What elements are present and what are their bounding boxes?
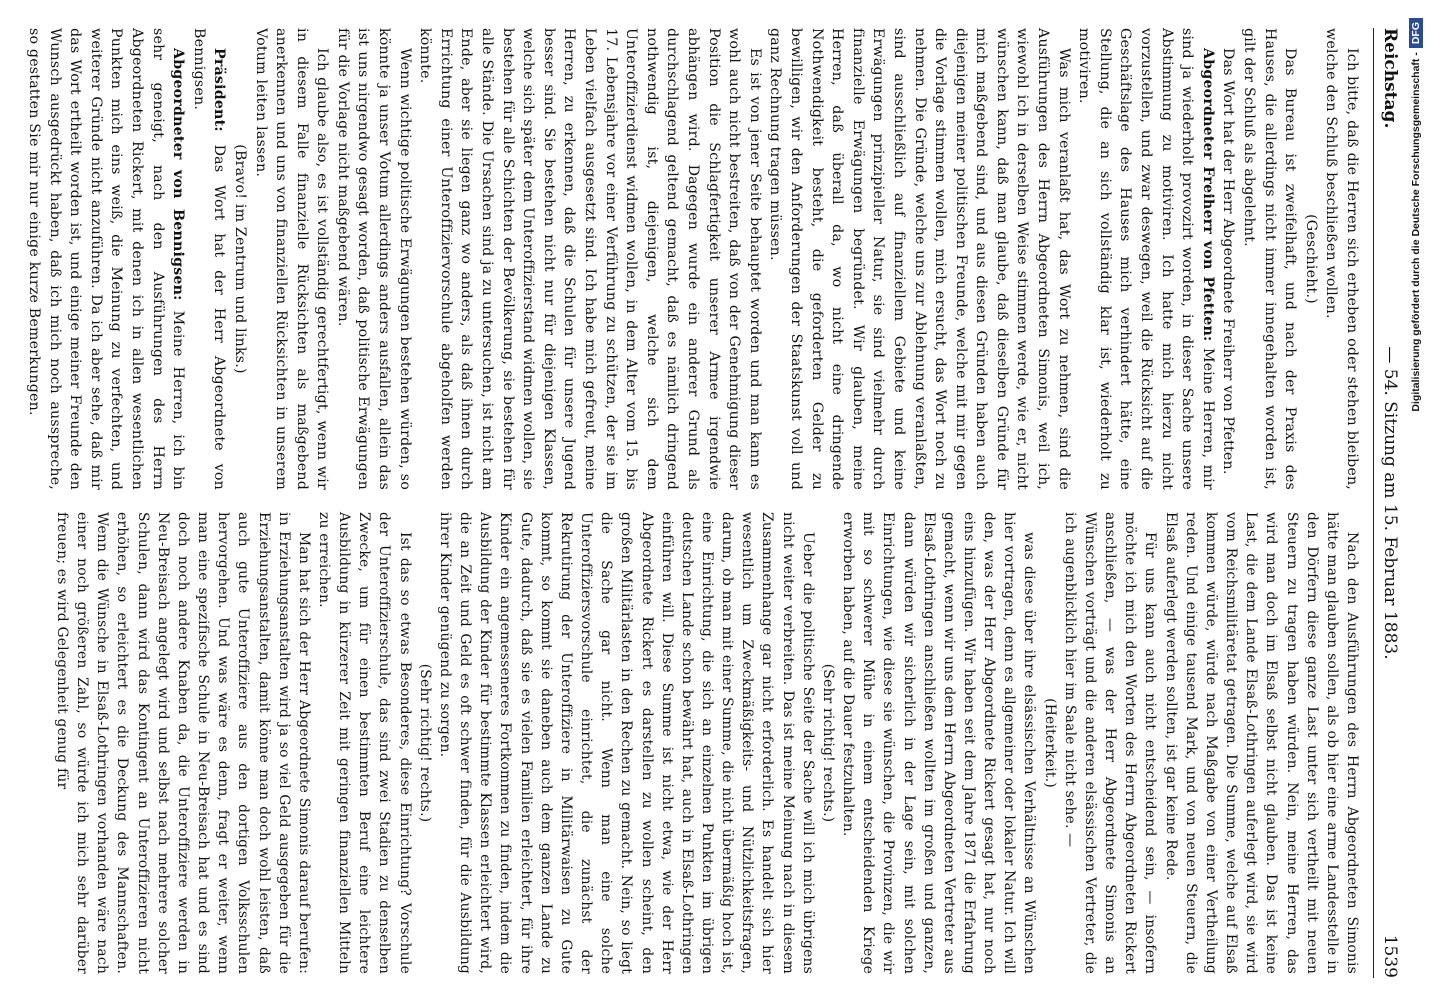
paragraph-text: Wenn wichtige politische Erwägungen bestehen würden, so könnte ja unser Votum allerdings anders ausfallen, allein das ist uns nirgendwo gesagt worden, daß politische Erwägungen für die Vorlage nicht maßgebend wären. bbox=[334, 28, 413, 490]
credit-text: Digitalisierung gefördert durch die Deutsche Forschungsgemeinschaft - bbox=[1410, 52, 1422, 412]
paragraph bbox=[1218, 28, 1239, 490]
paragraph bbox=[1160, 512, 1362, 974]
paragraph-text: Meine Herren, ich bin sehr geneigt, nach den Ausführungen des Herrn Abgeordneten Rickert, mit denen ich in allen wesentlichen Punkten mich eins weiß, die Meinung zu verfechten, und weiterer Gründe nicht anzuführen. Da ich aber sehe, daß mir das Wort ertheilt worden ist, und einige meiner Freunde den Wunsch ausgedrückt haben, daß ich mich noch ausspreche, so gestatten Sie mir nur einige kurze Bemerkungen. bbox=[26, 28, 187, 491]
stage-direction bbox=[818, 512, 838, 974]
paragraph bbox=[1238, 28, 1300, 490]
paragraph-text: Meine Herren, mir sind ja wiederholt provozirt worden, in dieser Sache unsere Abstimmung zu motiviren. Ich hatte mich hierzu nicht vorzustellen, und zwar deswegen, weil die Rücksicht auf die Geschäftslage des Hauses mich verhindert hätte, eine Stellung, die an sich vollständig klar ist, wiederholt zu motiviren. bbox=[1076, 28, 1216, 490]
speaker-name: Präsident: bbox=[211, 48, 228, 132]
speaker-name: Abgeordneter Freiherr von Pfetten: bbox=[1199, 48, 1216, 342]
paragraph bbox=[332, 28, 414, 490]
paragraph-text: Ist das so etwas Besonderes, diese Einrichtung? Vorschule der Unteroffizierschule, das sind zwei Stadien zu denselben Zwecke, um für einen bestimmten Beruf eine leichtere Ausbildung in kürzerer Zeit mit geringen finanziellen Mitteln zu erreichen. bbox=[316, 512, 413, 974]
paragraph-text: was diese über ihre elsässischen Verhältnisse an Wünschen hier vortragen, denn es allgemeiner oder lokaler Natur. Ich will den, was der Herr Abgeordnete Rickert gesagt hat, nur noch eins hinzufügen. Wir haben seit dem Jahre 1871 die Erfahrung gemacht, wenn wir uns dem Herrn Abgeordneten Vertreter aus Elsaß-Lothringen anschließen wollten im großen und ganzen, dann würden wir sicherlich in der Lage sein, mit solchen Einrichtungen, wie diese sie wünschen, die Provinzen, die wir mit so schwerer Mühe in einem entscheidenden Kriege erworben haben, auf die Dauer festzuhalten. bbox=[840, 512, 1038, 974]
credit-text-wrapper bbox=[1404, 0, 1428, 1000]
paragraph bbox=[838, 512, 1040, 974]
paragraph-text: Das Wort hat der Herr Abgeordnete von Bennigsen. bbox=[190, 28, 228, 490]
paragraph-text: Man hat sich der Herr Abgeordnete Simonis darauf berufen: in Erziehungsanstalten wird ja so viel Geld ausgegeben für die Erziehungsanstalten, damit könne man doch wohl leisten, daß auch gute Unteroffiziere aus den dortigen Volksschulen hervorgehen. Und was wäre es denn, fragt er weiter, wenn man eine spezifische Schule in Neu-Breisach hat und es sind doch noch andere Knaben da, die Unteroffiziere werden in Neu-Breisach angelegt wird und selbst nach mehrere solcher Schulen, dann wird das Kontingent an Unteroffizieren nicht erhöhen, so erleichtert es die Deckung des Mannschaften. Wenn die Wünsche in Elsaß-Lothringen vorhanden wäre nach einer noch größeren Zahl, so würde ich mich sehr darüber freuen; es wird Gelegenheit genug für bbox=[54, 512, 312, 974]
paragraph-text: Für uns kann auch nicht entscheidend sein, — insofern möchte ich mich den Worten des Herrn Abgeordneten Rickert anschließen, — was der Herr Abgeordnete Simonis an Wünschen vorträgt und die anderen elsässischen Vertreter, die ich augenblicklich hier im Saale nicht sehe. — bbox=[1061, 512, 1159, 974]
paragraph-text: Das Bureau ist zweifelhaft, und nach der Praxis des Hauses, die allerdings nicht immer innegehalten worden ist, gilt der Schluß als abgelehnt. bbox=[1241, 28, 1299, 490]
paragraph bbox=[52, 512, 314, 974]
paragraph bbox=[1074, 28, 1218, 490]
paragraph-text: Ich bitte, daß die Herren sich erheben oder stehen bleiben, welche den Schluß beschließen wollen. bbox=[1323, 28, 1360, 490]
paragraph-text: Das Wort hat der Herr Abgeordnete Freiherr von Pfetten. bbox=[1220, 48, 1237, 475]
paragraph bbox=[188, 28, 229, 490]
paragraph-text: Nach den Ausführungen des Herrn Abgeordneten Simonis hätte man glauben sollen, als ob hier eine arme Landesstelle in den Dörfern diese ganze Last unter sich vertheilt mit neuen Steuern zu tragen haben würden. Nein, meine Herren, das wird man doch im Elsaß selbst nicht glauben. Das ist keine Last, die dem Lande Elsaß-Lothringen auferlegt wird, sie wird vom Reichsmilitäretat getragen. Die Summe, welche auf Elsaß kommen würde, würde nach Maßgabe von einer Vertheilung reden. Und einige tausend Mark, und von neuen Steuern, die Elsaß auferlegt werden sollten, ist gar keine Rede. bbox=[1162, 512, 1360, 974]
page-number: 1539 bbox=[1380, 934, 1400, 978]
paragraph bbox=[250, 28, 332, 490]
paragraph bbox=[415, 28, 765, 490]
paragraph-text: (Sehr richtig! rechts.) bbox=[819, 663, 836, 823]
paragraph-text: Was mich veranlaßt hat, das Wort zu nehmen, sind die Ausführungen des Herrn Abgeordneten Simonis, weil ich, wiewohl ich in derselben Weise stimmen werde, wie er, nicht wünschen kann, daß man glaube, daß dieselben Gründe für mich maßgebend sind, und aus diesen Gründen haben auch diejenigen meiner politischen Freunde, welche mit mir gegen die Vorlage stimmen wollen, mich ersucht, das Wort noch zu nehmen. Die Gründe, welche uns zur Ablehnung veranlaßten, sind ausschließlich auf finanziellem Gebiete und keine Erwägungen prinzipieller Natur, sie sind vielmehr durch finanzielle Erwägungen begründet. Wir glauben, meine Herren, daß überall da, wo nicht eine dringende Nothwendigkeit besteht, die geforderten Gelder zu bewilligen, wir den Anforderungen der Staatskunst voll und ganz Rechnung tragen müssen. bbox=[767, 28, 1072, 490]
paragraph bbox=[1060, 512, 1161, 974]
digitization-credit bbox=[1404, 0, 1428, 1000]
paragraph-text: (Geschieht.) bbox=[1302, 214, 1319, 304]
paragraph bbox=[765, 28, 1074, 490]
header-title: Reichstag. bbox=[1380, 28, 1400, 129]
paragraph-text: Es ist von jener Seite behauptet worden und man kann es wohl auch nicht bestreiten, daß von der Genehmigung dieser Position die Schlagfertigkeit unserer Armee irgendwie abhängen wird. Dagegen wurde ein anderer Grund als durchschlagend geltend gemacht, daß es nämlich dringend nothwendig ist, diejenigen, welche sich dem Unteroffizierdienst widmen wollen, in dem Alter vom 15. bis 17. Lebensjahre vor einer Verführung zu schützen, der sie im Leben vielfach ausgesetzt sind. Ich habe mich gefreut, meine Herren, zu erkennen, daß die Schulen für unsere Jugend besser sind. Sie bestehen nicht nur für diejenigen Klassen, welche sich später dem Unteroffizierstand widmen wollen, sie bestehen für alle Schichten der Bevölkerung, sie bestehen für alle Stände. Die Ursachen sind ja zu untersuchen, ist nicht am Ende, aber sie liegen ganz wo anders, als daß ihnen durch Errichtung einer Unteroffiziervorschule abgeholfen werden könnte. bbox=[417, 28, 763, 490]
paragraph-text: Ich glaube also, es ist vollständig gerechtfertigt, wenn wir in diesem Falle finanzielle Rücksichten als maßgebend anerkennen und uns von finanziellen Rücksichten in unserem Votum leiten lassen. bbox=[252, 28, 331, 490]
stage-direction bbox=[1040, 512, 1060, 974]
right-column bbox=[52, 512, 1362, 974]
paragraph-text: (Bravo! im Zentrum und links.) bbox=[231, 144, 248, 374]
stage-direction bbox=[1300, 28, 1321, 490]
paragraph-text: (Heiterkeit.) bbox=[1041, 698, 1058, 788]
paragraph-text: Ueber die politische Seite der Sache will ich mich übrigens nicht weiter verbreiten. Das ist meine Meinung nach in diesem Zusammenhange gar nicht erforderlich. Es handelt sich hier wesentlich um Zweckmäßigkeits- und Nützlichkeitsfragen, darum, ob man mit einer Summe, die nicht übermäßig hoch ist, eine Einrichtung, die sich an einzelnen Punkten im übrigen deutschen Lande schon bewährt hat, auch in Elsaß-Lothringen einführen will. Diese Summe ist nicht etwa, wie der Herr Abgeordnete Rickert es darstellen zu wollen scheint, den großen Militärlasten in den Rechen zu gemacht. Nein, so liegt die Sache gar nicht. Wenn man eine solche Unteroffiziersvorschule einrichtet, die zunächst der Rekrutirung der Unteroffiziere in Militärwaisen zu Gute kommt, so kommt sie daneben auch dem ganzen Lande zu Gute, dadurch, daß sie es vielen Familien erleichtert, für ihre Kinder ein angemesseneres Fortkommen zu finden, indem die Ausbildung der Kinder für bestimmte Klassen erleichtert wird, die an Zeit und Geld es oft schwer finden, für die Ausbildung ihrer Kinder genügend zu sorgen. bbox=[436, 512, 816, 974]
speaker-name: Abgeordneter von Bennigsen: bbox=[170, 48, 187, 301]
left-column bbox=[23, 28, 1362, 490]
stage-direction bbox=[229, 28, 250, 490]
header-session: — 54. Sitzung am 15. Februar 1883. bbox=[1380, 346, 1400, 660]
stage-direction bbox=[415, 512, 435, 974]
paragraph-text: (Sehr richtig! rechts.) bbox=[416, 663, 433, 823]
paragraph bbox=[1321, 28, 1362, 490]
paragraph bbox=[314, 512, 415, 974]
paragraph bbox=[23, 28, 188, 490]
dfg-logo: DFG bbox=[1409, 18, 1423, 48]
paragraph bbox=[435, 512, 818, 974]
